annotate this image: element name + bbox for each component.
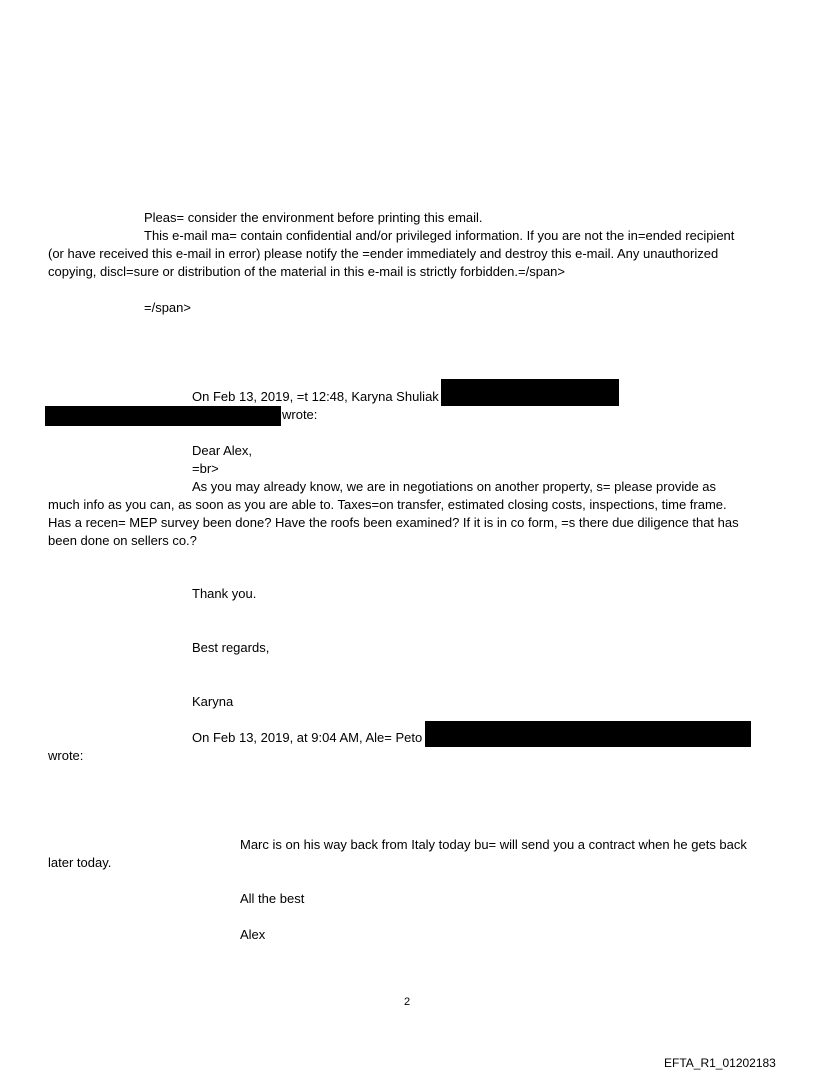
br-tag-text: =br> xyxy=(192,461,219,476)
closing-line: All the best xyxy=(240,891,305,906)
greeting: Dear Alex, xyxy=(192,443,252,458)
email-body-line-3: Has a recen= MEP survey been done? Have the roofs been examined? If it is in co form, =s there due diligence that has xyxy=(48,515,739,530)
disclaimer-line-2: This e-mail ma= contain confidential and/or privileged information. If you are not the in=ended recipient xyxy=(144,228,735,243)
alex-body-line-1: Marc is on his way back from Italy today bu= will send you a contract when he gets back xyxy=(240,837,747,852)
reply-header-2-line-1: On Feb 13, 2019, at 9:04 AM, Ale= Peto xyxy=(192,730,423,745)
disclaimer-line-1: Pleas= consider the environment before printing this email. xyxy=(144,210,483,225)
disclaimer-line-4: copying, discl=sure or distribution of the material in this e-mail is strictly forbidden.=/span> xyxy=(48,264,565,279)
thanks-line: Thank you. xyxy=(192,586,257,601)
redaction-box xyxy=(441,379,619,406)
disclaimer-span-close: =/span> xyxy=(144,300,191,315)
page-number: 2 xyxy=(404,996,411,1008)
reply-header-2-line-2: wrote: xyxy=(48,748,84,763)
email-body-line-1: As you may already know, we are in negotiations on another property, s= please provide as xyxy=(192,479,717,494)
alex-body-line-2: later today. xyxy=(48,855,112,870)
reply-header-1-line-1: On Feb 13, 2019, =t 12:48, Karyna Shuliak xyxy=(192,389,439,404)
email-body-line-2: much info as you can, as soon as you are able to. Taxes=on transfer, estimated closing costs, inspections, time frame. xyxy=(48,497,727,512)
email-body-line-4: been done on sellers co.? xyxy=(48,533,197,548)
document-id: EFTA_R1_01202183 xyxy=(664,1056,776,1070)
redaction-box xyxy=(425,721,751,747)
redaction-box xyxy=(45,406,281,426)
regards-line: Best regards, xyxy=(192,640,270,655)
signature-karyna: Karyna xyxy=(192,694,234,709)
signature-alex: Alex xyxy=(240,927,266,942)
disclaimer-line-3: (or have received this e-mail in error) please notify the =ender immediately and destroy this e-mail. Any unauthorized xyxy=(48,246,719,261)
reply-header-1-line-2: wrote: xyxy=(282,407,318,422)
